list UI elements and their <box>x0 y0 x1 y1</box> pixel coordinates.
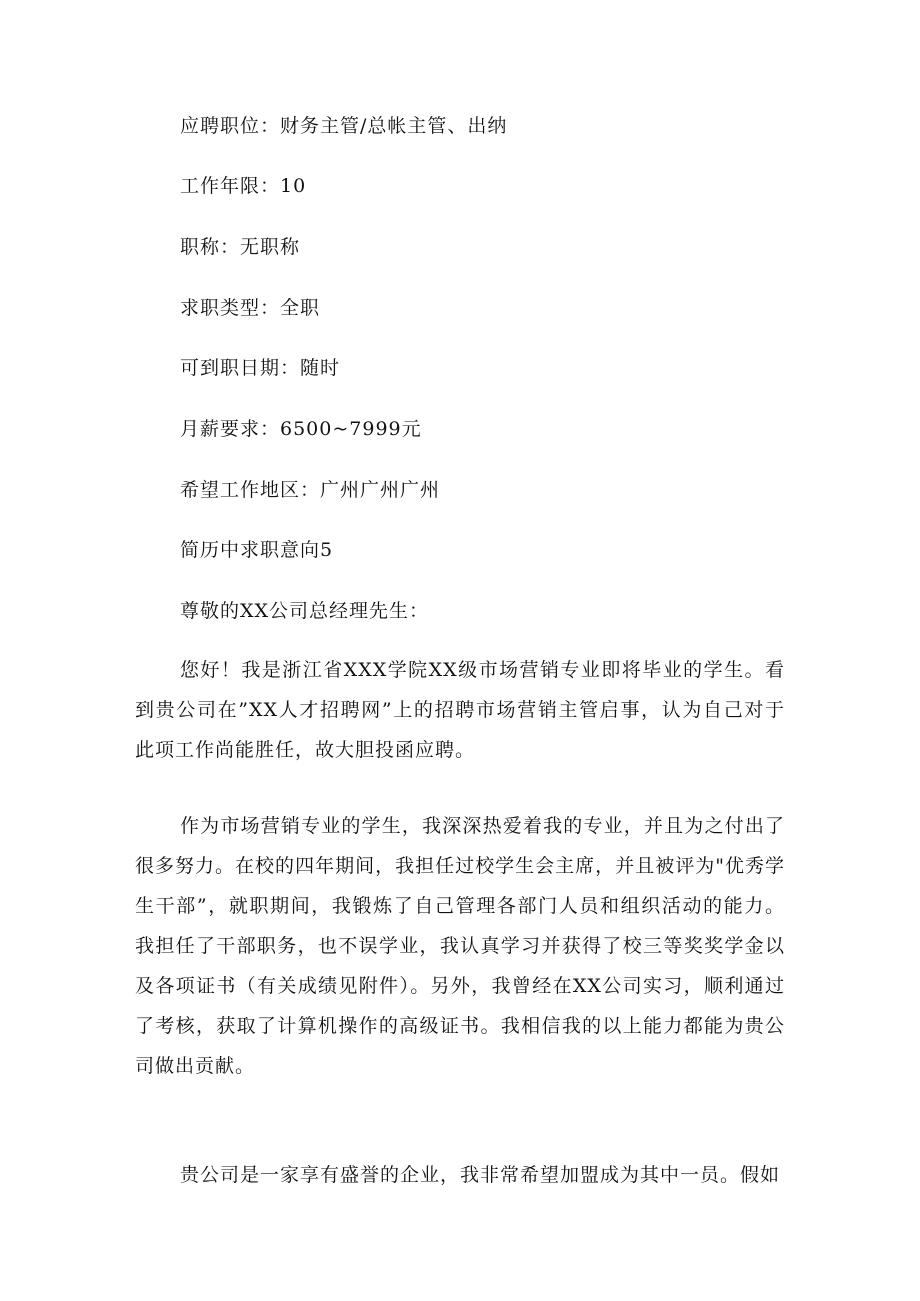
job-title-line: 职称：无职称 <box>180 236 301 258</box>
salary-line: 月薪要求：6500~7999元 <box>180 418 422 440</box>
job-position-line: 应聘职位：财务主管/总帐主管、出纳 <box>180 115 508 137</box>
available-date-line: 可到职日期：随时 <box>180 357 341 379</box>
paragraph-intro: 您好！我是浙江省XXX学院XX级市场营销专业即将毕业的学生。看到贵公司在”XX人才招聘网”上的招聘市场营销主管启事，认为自己对于此项工作尚能胜任，故大胆投函应聘。 <box>135 659 785 761</box>
job-type-line: 求职类型：全职 <box>180 297 321 319</box>
paragraph-experience: 作为市场营销专业的学生，我深深热爱着我的专业，并且为之付出了很多努力。在校的四年期间，我担任过校学生会主席，并且被评为"优秀学生干部”，就职期间，我锻炼了自己管理各部门人员和组织活动的能力。我担任了干部职务，也不误学业，我认真学习并获得了校三等奖奖学金以及各项证书（有关成绩见附件）。另外，我曾经在XX公司实习，顺利通过了考核，获取了计算机操作的高级证书。我相信我的以上能力都能为贵公司做出贡献。 <box>135 815 785 1077</box>
section-heading: 简历中求职意向5 <box>180 539 334 561</box>
paragraph-closing: 贵公司是一家享有盛誉的企业，我非常希望加盟成为其中一员。假如 <box>180 1164 781 1186</box>
work-area-line: 希望工作地区：广州广州广州 <box>180 479 441 501</box>
work-years-line: 工作年限：10 <box>180 175 307 197</box>
salutation-line: 尊敬的XX公司总经理先生： <box>180 600 430 622</box>
